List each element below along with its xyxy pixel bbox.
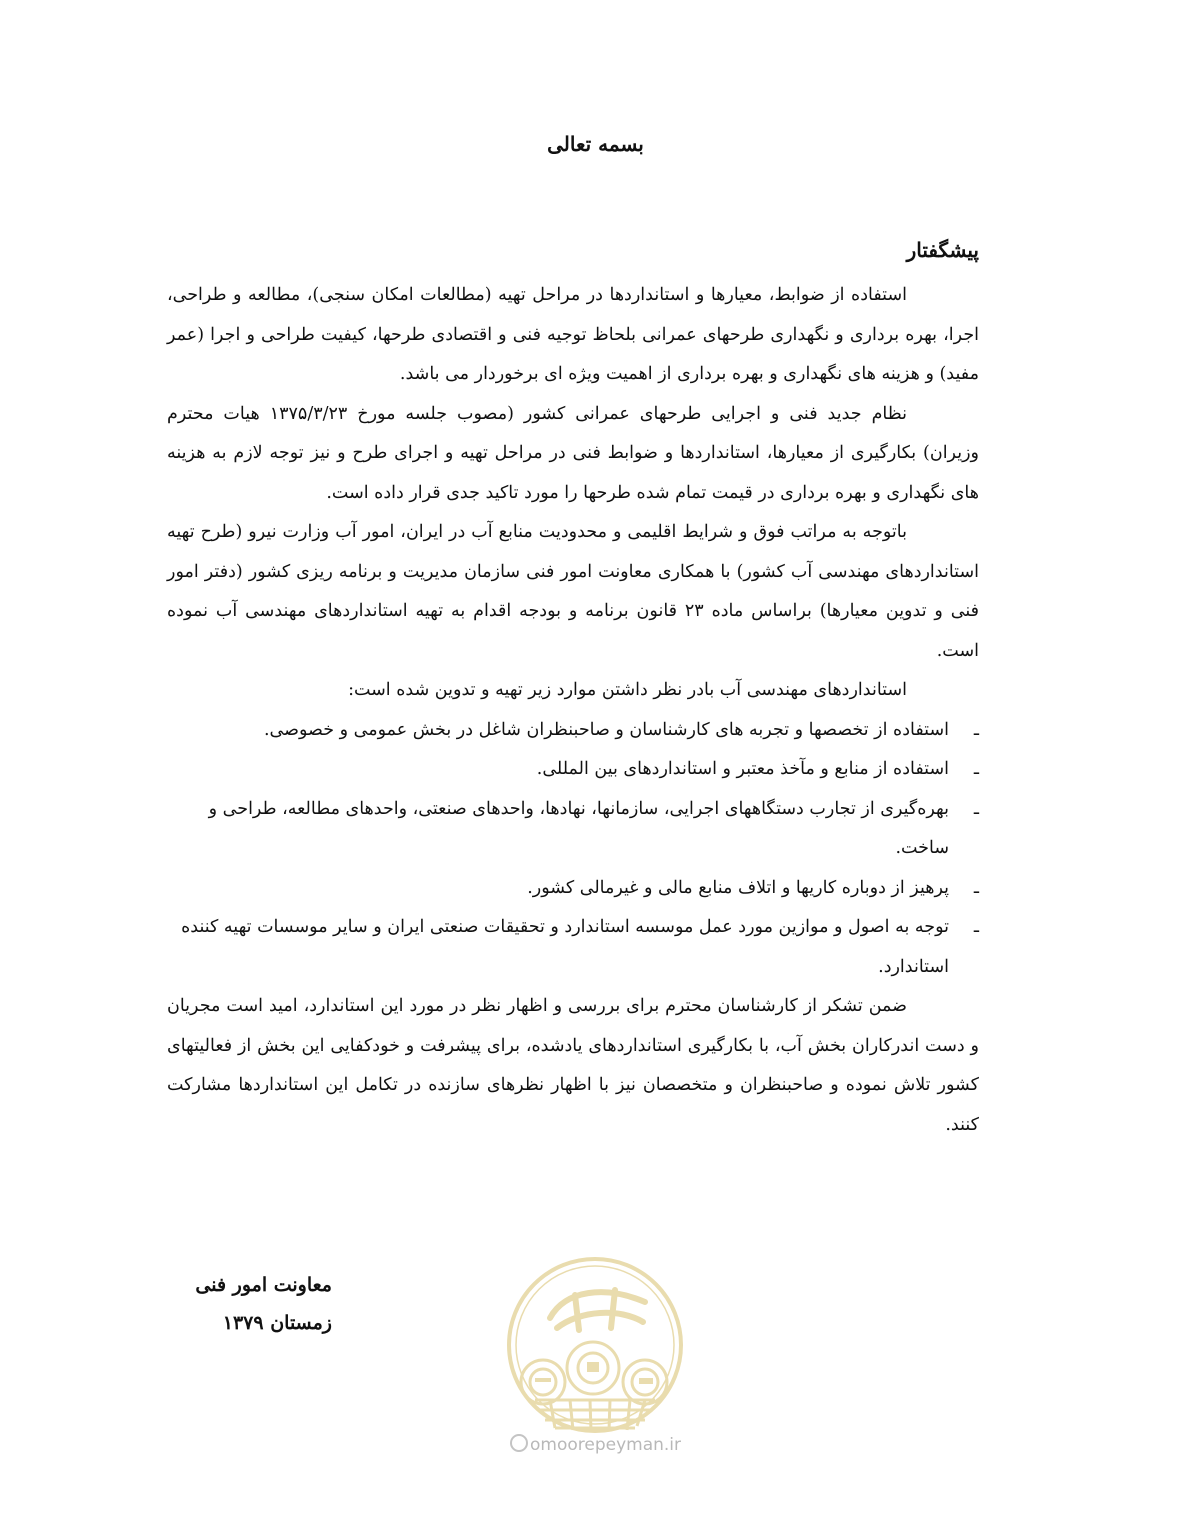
- list-item-text: استفاده از منابع و مآخذ معتبر و استانداردهای بین المللی.: [536, 759, 949, 779]
- bullet-dash: ـ: [973, 719, 979, 740]
- watermark-text: omoorepeyman.ir: [529, 1435, 682, 1455]
- watermark: [0, 1434, 1191, 1455]
- paragraph-1: استفاده از ضوابط، معیارها و استانداردها در مراحل تهیه (مطالعات امکان سنجی)، مطالعه و طراحی، اجرا، بهره برداری و نگهداری طرحهای عمرانی بلحاظ توجیه فنی و اقتصادی طرحها، کیفیت طراحی و اجرا (عمر مفید) و هزینه های نگهداری و بهره برداری از اهمیت ویژه ای برخوردار می باشد.: [167, 285, 979, 384]
- paragraph-3: باتوجه به مراتب فوق و شرایط اقلیمی و محدودیت منابع آب در ایران، امور آب وزارت نیرو (طرح تهیه استانداردهای مهندسی آب کشور) با همکاری معاونت امور فنی سازمان مدیریت و برنامه ریزی کشور (دفتر امور فنی و تدوین معیارها) براساس ماده ۲۳ قانون برنامه و بودجه اقدام به تهیه استانداردهای مهندسی آب نموده است.: [167, 522, 979, 661]
- list-item-text: بهره‌گیری از تجارب دستگاههای اجرایی، سازمانها، نهادها، واحدهای صنعتی، واحدهای مطالعه، طراحی و ساخت.: [208, 798, 949, 858]
- preface-heading: پیشگفتار: [906, 238, 979, 262]
- seal-logo: [495, 1250, 695, 1440]
- list-item-text: توجه به اصول و موازین مورد عمل موسسه استاندارد و تحقیقات صنعتی ایران و سایر موسسات تهیه کننده استاندارد.: [181, 917, 949, 977]
- signature-block: [172, 1266, 332, 1342]
- list-item: [167, 790, 979, 869]
- bullet-dash: ـ: [973, 917, 979, 937]
- at-icon: [510, 1434, 528, 1452]
- bullet-dash: ـ: [973, 877, 979, 898]
- list-item: [167, 908, 979, 987]
- signature-date: زمستان ۱۳۷۹: [222, 1312, 332, 1334]
- list-item-text: استفاده از تخصصها و تجربه های کارشناسان و صاحبنظران شاغل در بخش عمومی و خصوصی.: [263, 719, 949, 740]
- closing-paragraph: ضمن تشکر از کارشناسان محترم برای بررسی و اظهار نظر در مورد این استاندارد، امید است مجریان و دست اندرکاران بخش آب، با بکارگیری استانداردهای یادشده، برای پیشرفت و خودکفایی این بخش از فعالیتهای کشور تلاش نموده و صاحبنظران و متخصصان نیز با اظهار نظرهای سازنده در تکامل این استانداردها مشارکت کنند.: [167, 996, 979, 1135]
- preface-body: [167, 276, 979, 1145]
- seal-script: [550, 1290, 645, 1330]
- signature-office: معاونت امور فنی: [195, 1274, 332, 1296]
- list-item: [167, 750, 979, 790]
- paragraph-4: استانداردهای مهندسی آب بادر نظر داشتن موارد زیر تهیه و تدوین شده است:: [348, 680, 907, 700]
- list-item-text: پرهیز از دوباره کاریها و اتلاف منابع مالی و غیرمالی کشور.: [527, 877, 949, 898]
- list-item: [167, 711, 979, 751]
- basmala: بسمه تعالی: [547, 132, 644, 156]
- paragraph-2: نظام جدید فنی و اجرایی طرحهای عمرانی کشور (مصوب جلسه مورخ ۱۳۷۵/۳/۲۳ هیات محترم وزیران) بکارگیری از معیارها، استانداردها و ضوابط فنی در مراحل تهیه و اجرای طرح و نیز توجه لازم به هزینه های نگهداری و بهره برداری در قیمت تمام شده طرحها را مورد تاکید جدی قرار داده است.: [167, 403, 979, 503]
- criteria-list: [167, 711, 979, 988]
- bullet-dash: ـ: [973, 759, 979, 779]
- bullet-dash: ـ: [973, 798, 979, 819]
- list-item: [167, 869, 979, 909]
